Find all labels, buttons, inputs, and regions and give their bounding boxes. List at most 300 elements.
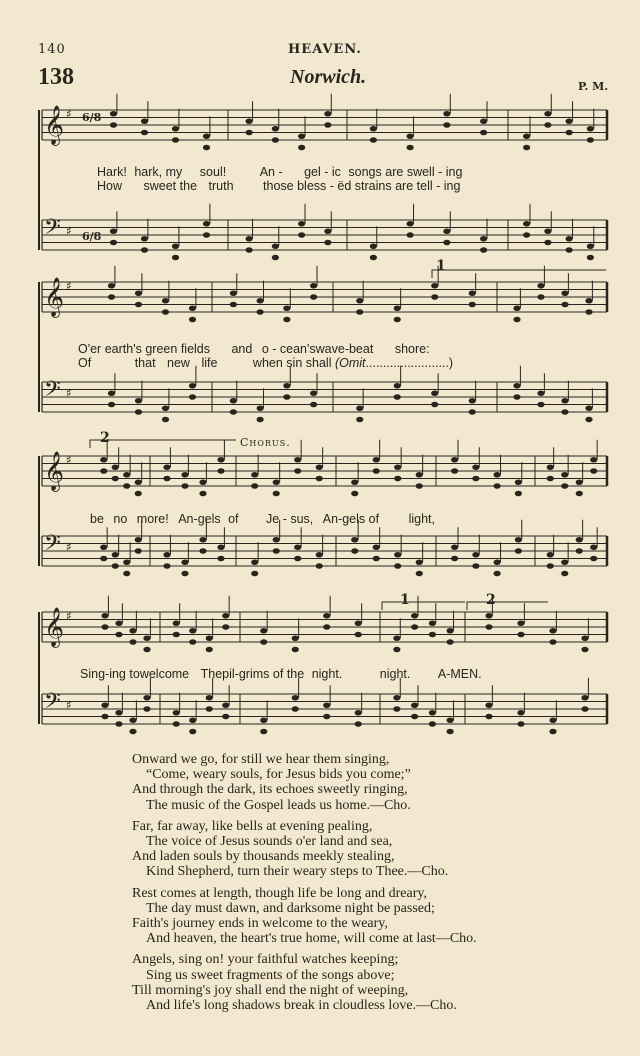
treble-clef: 𝄞 [44, 607, 65, 647]
note-head [272, 243, 279, 249]
note-head [173, 721, 180, 727]
note-head [310, 402, 317, 408]
note-head [163, 464, 170, 470]
note-head [393, 647, 400, 653]
volta-bracket [467, 602, 548, 610]
note-head [251, 559, 258, 565]
verse-line: Rest comes at length, though life be long and dreary, [132, 885, 427, 901]
note-head [141, 236, 148, 242]
note-head [283, 394, 290, 400]
verse-line: Till morning's joy shall end the night of weeping, [132, 982, 409, 998]
verse-line: And heaven, the heart's true home, will come at last—Cho. [146, 931, 477, 947]
note-head [517, 721, 524, 727]
note-head [561, 571, 568, 577]
note-head [298, 145, 305, 151]
note-head [181, 571, 188, 577]
note-head [523, 145, 530, 151]
note-head [189, 305, 196, 311]
note-head [101, 714, 108, 720]
note-head [230, 290, 237, 296]
note-head [110, 122, 117, 128]
note-head [485, 714, 492, 720]
bass-clef: 𝄢 [44, 689, 61, 719]
volta-bracket [382, 602, 465, 610]
note-head [394, 464, 401, 470]
note-head [203, 145, 210, 151]
note-head [429, 620, 436, 626]
note-head [181, 472, 188, 478]
lyrics-s3-l1: be no more! An-gels of Je - sus, An-gels of light, [90, 512, 435, 526]
time-signature-treble: 6/8 [82, 111, 102, 124]
note-head [298, 221, 305, 227]
note-head [260, 729, 267, 735]
note-head [513, 317, 520, 323]
verse-line: Sing us sweet fragments of the songs above; [146, 967, 395, 983]
note-head [585, 405, 592, 411]
note-head [323, 624, 330, 630]
note-head [162, 309, 169, 315]
key-signature-sharp: ♯ [66, 453, 72, 467]
key-signature-sharp: ♯ [66, 224, 72, 238]
note-head [356, 298, 363, 304]
note-head [298, 133, 305, 139]
note-head [135, 479, 142, 485]
note-head [108, 294, 115, 300]
note-head [189, 717, 196, 723]
note-head [189, 628, 196, 634]
note-head [217, 457, 224, 463]
note-head [162, 298, 169, 304]
note-head [292, 706, 299, 712]
note-head [173, 620, 180, 626]
note-head [411, 624, 418, 630]
note-head [222, 714, 229, 720]
note-head [294, 468, 301, 474]
note-head [373, 457, 380, 463]
note-head [246, 130, 253, 136]
note-head [411, 714, 418, 720]
note-head [230, 409, 237, 415]
note-head [576, 491, 583, 497]
note-head [199, 479, 206, 485]
lyrics-s1-l2: How sweet the truth those bless - ëd strains are tell - ing [97, 179, 461, 193]
note-head [416, 483, 423, 489]
note-head [181, 483, 188, 489]
note-head [310, 294, 317, 300]
note-head [585, 417, 592, 423]
note-head [515, 537, 522, 543]
note-head [189, 394, 196, 400]
note-head [135, 290, 142, 296]
note-head [416, 472, 423, 478]
note-head [189, 639, 196, 645]
note-head [172, 243, 179, 249]
note-head [393, 706, 400, 712]
note-head [576, 537, 583, 543]
note-head [513, 305, 520, 311]
note-head [163, 552, 170, 558]
note-head [246, 236, 253, 242]
note-head [447, 717, 454, 723]
note-head [544, 240, 551, 246]
note-head [443, 228, 450, 234]
note-head [110, 228, 117, 234]
note-head [260, 717, 267, 723]
note-head [517, 632, 524, 638]
treble-clef: 𝄞 [44, 277, 65, 317]
note-head [108, 402, 115, 408]
running-head: HEAVEN. [288, 42, 362, 57]
note-head [544, 111, 551, 117]
note-head [246, 118, 253, 124]
note-head [141, 130, 148, 136]
note-head [199, 491, 206, 497]
note-head [260, 628, 267, 634]
note-head [115, 721, 122, 727]
verse-line: The music of the Gospel leads us home.—Cho. [146, 797, 411, 813]
note-head [451, 457, 458, 463]
note-head [561, 472, 568, 478]
note-head [407, 145, 414, 151]
verse-1 [132, 752, 477, 813]
note-head [230, 398, 237, 404]
note-head [283, 305, 290, 311]
note-head [206, 695, 213, 701]
note-head [576, 479, 583, 485]
note-head [143, 695, 150, 701]
note-head [273, 491, 280, 497]
note-head [561, 409, 568, 415]
note-head [587, 137, 594, 143]
note-head [355, 620, 362, 626]
note-head [447, 729, 454, 735]
note-head [222, 624, 229, 630]
note-head [172, 137, 179, 143]
note-head [181, 559, 188, 565]
volta-1-label-s4: 1 [400, 592, 410, 608]
note-head [547, 552, 554, 558]
verse-4 [132, 952, 477, 1013]
note-head [581, 635, 588, 641]
meter: P. M. [578, 80, 609, 93]
verse-line: And life's long shadows break in cloudless love.—Cho. [146, 998, 457, 1014]
note-head [581, 647, 588, 653]
note-head [355, 721, 362, 727]
note-head [141, 247, 148, 253]
note-head [561, 559, 568, 565]
note-head [494, 483, 501, 489]
note-head [549, 628, 556, 634]
verse-line: And through the dark, its echoes sweetly ringing, [132, 782, 408, 798]
note-head [394, 383, 401, 389]
note-head [115, 632, 122, 638]
volta-bracket [90, 440, 236, 448]
note-head [393, 635, 400, 641]
note-head [566, 236, 573, 242]
verse-line: Far, far away, like bells at evening pealing, [132, 818, 373, 834]
lyrics-s2-l2: Of that new life when sin shall (Omit........................) [78, 356, 454, 370]
note-head [351, 479, 358, 485]
bass-clef: 𝄢 [44, 531, 61, 561]
note-head [141, 118, 148, 124]
volta-1-label-s2: 1 [436, 258, 446, 274]
note-head [590, 468, 597, 474]
note-head [206, 647, 213, 653]
verse-line: “Come, weary souls, for Jesus bids you come;” [146, 767, 411, 783]
note-head [494, 571, 501, 577]
note-head [172, 126, 179, 132]
note-head [416, 559, 423, 565]
note-head [472, 563, 479, 569]
note-head [316, 464, 323, 470]
note-head [431, 402, 438, 408]
note-head [199, 537, 206, 543]
note-head [485, 624, 492, 630]
note-head [394, 394, 401, 400]
note-head [537, 402, 544, 408]
note-head [585, 298, 592, 304]
note-head [515, 479, 522, 485]
page-number: 140 [38, 42, 66, 57]
note-head [469, 409, 476, 415]
note-head [561, 290, 568, 296]
note-head [494, 559, 501, 565]
note-head [316, 476, 323, 482]
volta-bracket [432, 270, 606, 278]
note-head [100, 468, 107, 474]
note-head [143, 706, 150, 712]
note-head [162, 417, 169, 423]
note-head [189, 383, 196, 389]
note-head [298, 232, 305, 238]
note-head [199, 548, 206, 554]
note-head [581, 706, 588, 712]
note-head [257, 417, 264, 423]
note-head [370, 243, 377, 249]
note-head [429, 632, 436, 638]
note-head [206, 706, 213, 712]
note-head [129, 717, 136, 723]
note-head [547, 476, 554, 482]
note-head [429, 710, 436, 716]
note-head [251, 571, 258, 577]
volta-2-label-s3: 2 [100, 430, 110, 446]
note-head [447, 628, 454, 634]
note-head [115, 620, 122, 626]
note-head [480, 247, 487, 253]
note-head [135, 537, 142, 543]
note-head [316, 552, 323, 558]
note-head [217, 556, 224, 562]
note-head [356, 405, 363, 411]
bass-clef: 𝄢 [44, 377, 61, 407]
note-head [429, 721, 436, 727]
note-head [373, 544, 380, 550]
key-signature-sharp: ♯ [66, 609, 72, 623]
note-head [356, 309, 363, 315]
note-head [394, 305, 401, 311]
note-head [217, 468, 224, 474]
verse-line: The voice of Jesus sounds o'er land and sea, [146, 834, 393, 850]
note-head [129, 628, 136, 634]
note-head [222, 702, 229, 708]
note-head [517, 710, 524, 716]
note-head [257, 405, 264, 411]
key-signature-sharp: ♯ [66, 107, 72, 121]
note-head [587, 126, 594, 132]
note-head [163, 563, 170, 569]
note-head [230, 302, 237, 308]
note-head [101, 624, 108, 630]
lyrics-s1-l1: Hark! hark, my soul! An - gel - ic songs are swell - ing [97, 165, 463, 179]
note-head [324, 228, 331, 234]
verse-3 [132, 886, 477, 947]
note-head [585, 309, 592, 315]
note-head [472, 476, 479, 482]
note-head [123, 571, 130, 577]
note-head [172, 255, 179, 261]
note-head [451, 468, 458, 474]
note-head [206, 635, 213, 641]
note-head [351, 537, 358, 543]
key-signature-sharp: ♯ [66, 698, 72, 712]
note-head [590, 556, 597, 562]
note-head [485, 702, 492, 708]
note-head [294, 544, 301, 550]
verse-line: Faith's journey ends in welcome to the weary, [132, 916, 388, 932]
note-head [217, 544, 224, 550]
treble-clef: 𝄞 [44, 451, 65, 491]
note-head [283, 317, 290, 323]
note-head [561, 483, 568, 489]
note-head [549, 639, 556, 645]
note-head [393, 695, 400, 701]
note-head [324, 111, 331, 117]
note-head [549, 717, 556, 723]
note-head [480, 118, 487, 124]
note-head [110, 240, 117, 246]
note-head [292, 695, 299, 701]
note-head [143, 635, 150, 641]
note-head [108, 283, 115, 289]
note-head [351, 491, 358, 497]
key-signature-sharp: ♯ [66, 279, 72, 293]
note-head [323, 613, 330, 619]
verse-line: Kind Shepherd, turn their weary steps to Thee.—Cho. [146, 864, 449, 880]
note-head [513, 394, 520, 400]
note-head [310, 283, 317, 289]
note-head [135, 409, 142, 415]
note-head [316, 563, 323, 569]
note-head [447, 639, 454, 645]
note-head [517, 620, 524, 626]
note-head [123, 559, 130, 565]
hymn-number: 138 [38, 64, 74, 90]
note-head [590, 544, 597, 550]
note-head [394, 476, 401, 482]
note-head [324, 122, 331, 128]
note-head [251, 483, 258, 489]
note-head [587, 255, 594, 261]
note-head [485, 613, 492, 619]
note-head [173, 632, 180, 638]
key-signature-sharp: ♯ [66, 386, 72, 400]
note-head [549, 729, 556, 735]
note-head [561, 398, 568, 404]
note-head [451, 544, 458, 550]
note-head [443, 111, 450, 117]
volta-2-label-s4: 2 [486, 592, 496, 608]
note-head [272, 126, 279, 132]
note-head [469, 302, 476, 308]
note-head [472, 552, 479, 558]
note-head [523, 133, 530, 139]
note-head [101, 702, 108, 708]
note-head [515, 548, 522, 554]
note-head [544, 228, 551, 234]
note-head [260, 639, 267, 645]
note-head [283, 383, 290, 389]
note-head [355, 632, 362, 638]
note-head [273, 548, 280, 554]
note-head [112, 563, 119, 569]
note-head [100, 556, 107, 562]
note-head [523, 221, 530, 227]
note-head [472, 464, 479, 470]
note-head [203, 232, 210, 238]
note-head [135, 548, 142, 554]
note-head [544, 122, 551, 128]
note-head [443, 122, 450, 128]
note-head [272, 137, 279, 143]
note-head [587, 243, 594, 249]
tune-name: Norwich. [290, 66, 367, 88]
note-head [537, 294, 544, 300]
note-head [112, 476, 119, 482]
note-head [123, 472, 130, 478]
note-head [135, 491, 142, 497]
note-head [292, 635, 299, 641]
note-head [123, 483, 130, 489]
note-head [222, 613, 229, 619]
note-head [407, 133, 414, 139]
note-head [189, 317, 196, 323]
note-head [129, 729, 136, 735]
note-head [513, 383, 520, 389]
note-head [469, 290, 476, 296]
verse-line: The day must dawn, and darksome night be passed; [146, 900, 435, 916]
note-head [416, 571, 423, 577]
note-head [469, 398, 476, 404]
note-head [143, 647, 150, 653]
note-head [101, 613, 108, 619]
note-head [162, 405, 169, 411]
lyrics-s2-l1: O'er earth's green fields and o - cean'swave-beat shore: [78, 342, 430, 356]
note-head [431, 390, 438, 396]
note-head [561, 302, 568, 308]
note-head [355, 710, 362, 716]
verse-line: Angels, sing on! your faithful watches keeping; [132, 952, 399, 968]
verses [132, 752, 477, 1019]
note-head [431, 294, 438, 300]
note-head [370, 137, 377, 143]
note-head [294, 556, 301, 562]
note-head [566, 118, 573, 124]
key-signature-sharp: ♯ [66, 540, 72, 554]
note-head [373, 468, 380, 474]
bass-clef: 𝄢 [44, 215, 61, 245]
note-head [129, 639, 136, 645]
